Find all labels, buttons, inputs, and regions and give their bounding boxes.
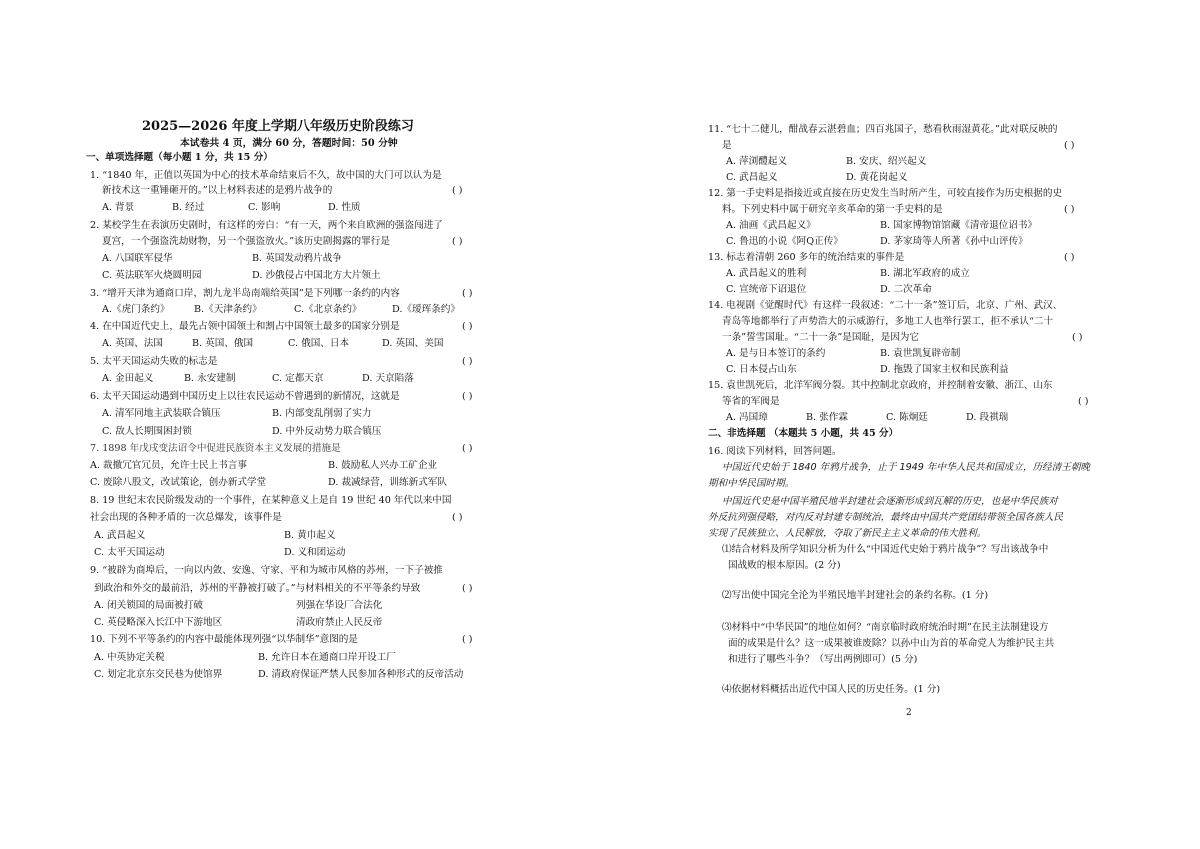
option-c[interactable]: C. 废除八股文，改试策论，创办新式学堂 bbox=[90, 477, 267, 488]
option-c[interactable]: C. 鲁迅的小说《阿Q正传》 bbox=[726, 236, 843, 247]
option-b[interactable]: B. 黄巾起义 bbox=[284, 530, 336, 541]
option-a[interactable]: A. 八国联军侵华 bbox=[102, 253, 173, 264]
option-b[interactable]: B. 鼓励私人兴办工矿企业 bbox=[328, 460, 438, 471]
answer-blank[interactable]: ( ) bbox=[462, 443, 473, 454]
option-d[interactable]: D. 沙俄侵占中国北方大片领土 bbox=[252, 270, 381, 281]
sub-question-4: ⑷依据材料概括出近代中国人民的历史任务。(1 分) bbox=[722, 684, 941, 695]
option-c[interactable]: C. 敌人长期围困封锁 bbox=[102, 426, 192, 437]
material-2: 中国近代史是中国半殖民地半封建社会逐渐形成到瓦解的历史，也是中华民族对 bbox=[722, 496, 1058, 507]
option-c[interactable]: C. 陈炯廷 bbox=[886, 412, 928, 423]
question-text: 是 bbox=[722, 140, 732, 151]
answer-blank[interactable]: ( ) bbox=[452, 185, 463, 196]
option-a[interactable]: A. 金田起义 bbox=[102, 373, 154, 384]
option-a[interactable]: A. 武昌起义 bbox=[94, 530, 146, 541]
exam-title: 2025—2026 年度上学期八年级历史阶段练习 bbox=[142, 119, 414, 134]
question-text: 13. 标志着清朝 260 多年的统治结束的事件是 bbox=[708, 252, 905, 263]
question-text: 8. 19 世纪末农民阶级发动的一个事件，在某种意义上是自 19 世纪 40 年代以来中国 bbox=[90, 495, 452, 506]
exam-subtitle: 本试卷共 4 页，满分 60 分，答题时间：50 分钟 bbox=[180, 138, 398, 149]
option-d[interactable]: 清政府禁止人民反帝 bbox=[296, 617, 383, 628]
option-d[interactable]: D. 裁减绿营，训练新式军队 bbox=[328, 477, 447, 488]
option-a[interactable]: A. 背景 bbox=[102, 202, 135, 213]
option-c[interactable]: C. 划定北京东交民巷为使馆界 bbox=[94, 669, 223, 680]
question-text: 9. “被辟为商埠后，一向以内敛、安逸、守家、平和为城市风格的苏州，一下子被推 bbox=[90, 565, 443, 576]
material-1: 中国近代史始于 1840 年鸦片战争，止于 1949 年中华人民共和国成立，历经清王朝晚 bbox=[722, 462, 1091, 473]
option-d[interactable]: D.《瑷珲条约》 bbox=[392, 304, 460, 315]
answer-blank[interactable]: ( ) bbox=[462, 634, 473, 645]
option-c[interactable]: C. 定都天京 bbox=[272, 373, 324, 384]
question-text: 14. 电视剧《觉醒时代》有这样一段叙述：“二十一条”签订后，北京、广州、武汉、 bbox=[708, 300, 1063, 311]
option-b[interactable]: B. 袁世凯复辟帝制 bbox=[880, 348, 961, 359]
option-b[interactable]: 列强在华设厂合法化 bbox=[296, 600, 383, 611]
question-text: 料。下列史料中属于研究辛亥革命的第一手史料的是 bbox=[722, 204, 943, 215]
option-a[interactable]: A. 清军同地主武装联合镇压 bbox=[102, 408, 221, 419]
option-b[interactable]: B. 英国、俄国 bbox=[192, 338, 254, 349]
question-text: 16. 阅读下列材料，回答问题。 bbox=[708, 446, 842, 457]
option-b[interactable]: B. 永安建制 bbox=[184, 373, 236, 384]
option-b[interactable]: B. 英国发动鸦片战争 bbox=[252, 253, 342, 264]
option-b[interactable]: B.《天津条约》 bbox=[194, 304, 262, 315]
option-a[interactable]: A. 武昌起义的胜利 bbox=[726, 268, 807, 279]
answer-blank[interactable]: ( ) bbox=[462, 356, 473, 367]
material-2: 实现了民族独立、人民解放，夺取了新民主主义革命的伟大胜利。 bbox=[708, 528, 987, 539]
sub-question-2: ⑵写出使中国完全沦为半殖民地半封建社会的条约名称。(1 分) bbox=[722, 590, 989, 601]
question-text: 10. 下列不平等条约的内容中最能体现列强“以华制华”意图的是 bbox=[90, 634, 358, 645]
sub-question-1: ⑴结合材料及所学知识分析为什么“中国近代史始于鸦片战争”？写出该战争中 bbox=[722, 544, 1049, 555]
answer-blank[interactable]: ( ) bbox=[1064, 252, 1075, 263]
option-a[interactable]: A. 中英协定关税 bbox=[94, 652, 165, 663]
question-text: 到政治和外交的最前沿，苏州的平静被打破了。”与材料相关的不平等条约导致 bbox=[94, 583, 421, 594]
question-text: 夏宫，一个强盗洗劫财物，另一个强盗放火。”该历史剧揭露的罪行是 bbox=[102, 236, 390, 247]
answer-blank[interactable]: ( ) bbox=[462, 288, 473, 299]
option-d[interactable]: D. 性质 bbox=[328, 202, 361, 213]
option-a[interactable]: A. 萍浏醴起义 bbox=[726, 156, 787, 167]
material-2: 外反抗列强侵略，对内反对封建专制统治，最终由中国共产党团结带领全国各族人民 bbox=[708, 512, 1063, 523]
option-d[interactable]: D. 拖毁了国家主权和民族利益 bbox=[880, 364, 1009, 375]
option-c[interactable]: C. 影响 bbox=[248, 202, 281, 213]
question-text: 5. 太平天国运动失败的标志是 bbox=[90, 356, 218, 367]
answer-blank[interactable]: ( ) bbox=[1078, 396, 1089, 407]
question-text: 11. “七十二健儿，酣战春云湛碧血；四百兆国子，愁看秋雨湿黄花。”此对联反映的 bbox=[708, 124, 1058, 135]
section2-heading: 二、非选择题 （本题共 5 小题，共 45 分） bbox=[708, 428, 899, 439]
option-b[interactable]: B. 内部变乱削弱了实力 bbox=[272, 408, 372, 419]
question-text: 2. 某校学生在表演历史剧时，有这样的旁白：“有一天，两个来自欧洲的强盗闯进了 bbox=[90, 220, 443, 231]
option-d[interactable]: D. 天京陷落 bbox=[362, 373, 414, 384]
option-c[interactable]: C. 俄国、日本 bbox=[288, 338, 350, 349]
option-d[interactable]: D. 中外反动势力联合镇压 bbox=[272, 426, 382, 437]
option-d[interactable]: D. 段祺瑞 bbox=[966, 412, 1009, 423]
answer-blank[interactable]: ( ) bbox=[452, 236, 463, 247]
question-text: 1. “1840 年，正值以英国为中心的技术革命结束后不久，故中国的大门可以认为是 bbox=[90, 170, 442, 181]
answer-blank[interactable]: ( ) bbox=[1072, 332, 1083, 343]
answer-blank[interactable]: ( ) bbox=[462, 321, 473, 332]
option-a[interactable]: A.《虎门条约》 bbox=[102, 304, 170, 315]
option-d[interactable]: D. 英国、美国 bbox=[382, 338, 444, 349]
option-a[interactable]: A. 是与日本签订的条约 bbox=[726, 348, 826, 359]
sub-question-3: ⑶材料中“中华民国”的地位如何？“南京临时政府统治时期”在民主法制建设方 bbox=[722, 622, 1049, 633]
option-d[interactable]: D. 黄花岗起义 bbox=[846, 172, 908, 183]
answer-blank[interactable]: ( ) bbox=[462, 583, 473, 594]
question-text: 4. 在中国近代史上，最先占领中国领土和割占中国领土最多的国家分别是 bbox=[90, 321, 400, 332]
answer-blank[interactable]: ( ) bbox=[1064, 204, 1075, 215]
option-a[interactable]: A. 冯国璋 bbox=[726, 412, 768, 423]
option-b[interactable]: B. 湖北军政府的成立 bbox=[880, 268, 970, 279]
option-c[interactable]: C. 宣统帝下诏退位 bbox=[726, 284, 807, 295]
sub-question-3: 和进行了哪些斗争？（写出两例即可）(5 分) bbox=[728, 654, 918, 665]
question-text: 3. “增开天津为通商口岸，割九龙半岛南端给英国”是下列哪一条约的内容 bbox=[90, 288, 400, 299]
section1-heading: 一、单项选择题（每小题 1 分，共 15 分） bbox=[86, 152, 273, 163]
option-c[interactable]: C. 太平天国运动 bbox=[94, 547, 165, 558]
material-1: 期和中华民国时期。 bbox=[708, 478, 795, 489]
option-c[interactable]: C. 日本侵占山东 bbox=[726, 364, 797, 375]
page-number: 2 bbox=[906, 708, 912, 718]
option-a[interactable]: A. 裁撤冗官冗员，允许士民上书言事 bbox=[90, 460, 247, 471]
question-text: 青岛等地都举行了声势浩大的示威游行，多地工人也举行罢工，拒不承认“二十 bbox=[722, 316, 1054, 327]
option-b[interactable]: B. 张作霖 bbox=[806, 412, 848, 423]
answer-blank[interactable]: ( ) bbox=[1064, 140, 1075, 151]
option-a[interactable]: A. 闭关锁国的局面被打破 bbox=[94, 600, 203, 611]
option-d[interactable]: D. 茅家琦等人所著《孙中山评传》 bbox=[880, 236, 1028, 247]
option-b[interactable]: B. 允许日本在通商口岸开设工厂 bbox=[258, 652, 396, 663]
sub-question-3: 面的成果是什么？这一成果被谁废除？以孙中山为首的革命党人为维护民主共 bbox=[728, 638, 1055, 649]
question-text: 7. 1898 年戊戌变法诏令中促进民族资本主义发展的措施是 bbox=[90, 443, 341, 454]
question-text: 6. 太平天国运动遇到中国历史上以往农民运动不曾遇到的新情况，这就是 bbox=[90, 391, 400, 402]
option-c[interactable]: C. 英侵略深入长江中下游地区 bbox=[94, 617, 223, 628]
option-a[interactable]: A. 英国、法国 bbox=[102, 338, 163, 349]
option-d[interactable]: D. 清政府保证严禁人民参加各种形式的反帝活动 bbox=[258, 669, 464, 680]
option-c[interactable]: C. 武昌起义 bbox=[726, 172, 778, 183]
question-text: 15. 袁世凯死后，北洋军阀分裂。其中控制北京政府，并控制着安徽、浙江、山东 bbox=[708, 380, 1053, 391]
option-d[interactable]: D. 义和团运动 bbox=[284, 547, 346, 558]
option-d[interactable]: D. 二次革命 bbox=[880, 284, 932, 295]
option-c[interactable]: C.《北京条约》 bbox=[294, 304, 362, 315]
question-text: 社会出现的各种矛盾的一次总爆发，该事件是 bbox=[90, 512, 282, 523]
option-b[interactable]: B. 经过 bbox=[172, 202, 205, 213]
answer-blank[interactable]: ( ) bbox=[462, 391, 473, 402]
question-text: 一条”誓雪国耻。“二十一条”是国耻，是因为它 bbox=[722, 332, 919, 343]
option-b[interactable]: B. 安庆、绍兴起义 bbox=[846, 156, 927, 167]
sub-question-1: 国战败的根本原因。(2 分) bbox=[728, 560, 841, 571]
question-text: 新技术这一重锤砸开的。”以上材料表述的是鸦片战争的 bbox=[102, 185, 333, 196]
question-text: 等省的军阀是 bbox=[722, 396, 780, 407]
option-b[interactable]: B. 国家博物馆馆藏《清帝退位诏书》 bbox=[880, 220, 1038, 231]
option-c[interactable]: C. 英法联军火烧圆明园 bbox=[102, 270, 202, 281]
answer-blank[interactable]: ( ) bbox=[452, 512, 463, 523]
question-text: 12. 第一手史料是指接近或直接在历史发生当时所产生，可较直接作为历史根据的史 bbox=[708, 188, 1063, 199]
option-a[interactable]: A. 油画《武昌起义》 bbox=[726, 220, 816, 231]
